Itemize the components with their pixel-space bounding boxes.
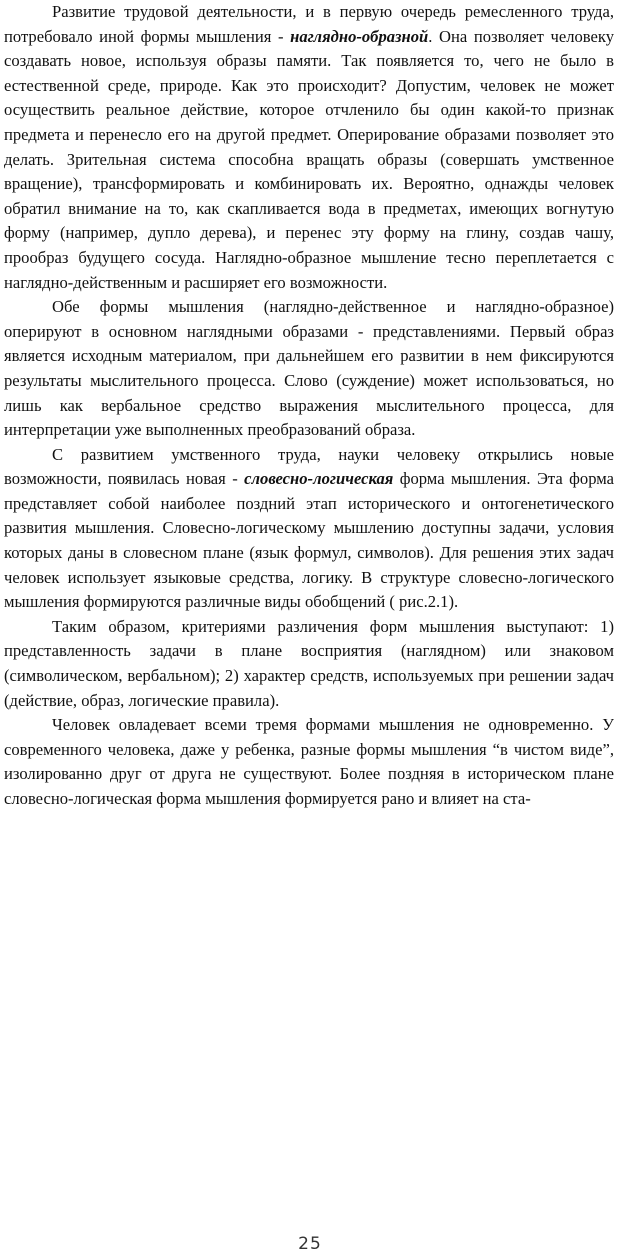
paragraph-3-text-end: форма мышления. Эта форма представляет собой наиболее поздний этап исторического и онтогенетического развития мышления. Словесно-логическому мышлению доступны задачи, условия которых даны в словесном плане (язык формул, символов). Для решения этих задач человек использует языковые средства, логику. В структуре словесно-логического мышления формируются различные виды обобщений ( рис.2.1).	[4, 469, 614, 612]
paragraph-2-text: Обе формы мышления (наглядно-действенное и наглядно-образное) оперируют в основном наглядными образами - представлениями. Первый образ является исходным материалом, при дальнейшем его развитии в нем фиксируются результаты мыслительного процесса. Слово (суждение) может использоваться, но лишь как вербальное средство выражения мыслительного процесса, для интерпретации уже выполненных преобразований образа.	[4, 297, 614, 440]
term-visual-figurative: наглядно-образной	[290, 26, 429, 46]
page-number: 25	[298, 1234, 322, 1254]
paragraph-1	[4, 0, 614, 295]
paragraph-4-text: Таким образом, критериями различения форм мышления выступают: 1) представленность задачи в плане восприятия (наглядном) или знаковом (символическом, вербальном); 2) характер средств, используемых при решении задач (действие, образ, логические правила).	[4, 616, 614, 710]
body-text	[4, 0, 614, 812]
paragraph-5-text: Человек овладевает всеми тремя формами мышления не одновременно. У современного человека, даже у ребенка, разные формы мышления “в чистом виде”, изолированно друг от друга не существуют. Более поздняя в историческом плане словесно-логическая форма мышления формируется рано и влияет на ста-	[4, 715, 614, 808]
term-verbal-logical: словесно-логическая	[244, 469, 394, 489]
paragraph-2	[4, 295, 614, 443]
paragraph-3	[4, 443, 614, 615]
paragraph-4	[4, 615, 614, 713]
paragraph-1-text-end: . Она позволяет человеку создавать новое, используя образы памяти. Так появляется то, чего не было в естественной среде, природе. Как это происходит? Допустим, человек не может осуществить реальное действие, которое отчленило бы один какой-то признак предмета и перенесло его на другой предмет. Оперирование образами позволяет это делать. Зрительная система способна вращать образы (совершать умственное вращение), трансформировать и комбинировать их. Вероятно, однажды человек обратил внимание на то, как скапливается вода в предметах, имеющих вогнутую форму (например, дупло дерева), и перенес эту форму на глину, создав чашу, прообраз будущего сосуда. Наглядно-образное мышление тесно переплетается с наглядно-действенным и расширяет его возможности.	[4, 26, 614, 292]
paragraph-1-text-start: Развитие трудовой деятельности, и в первую очередь ремесленного труда, потребовало иной формы мышления -	[4, 2, 614, 46]
paragraph-3-text-start: С развитием умственного труда, науки человеку открылись новые возможности, появилась новая -	[4, 444, 614, 489]
paragraph-5	[4, 713, 614, 811]
